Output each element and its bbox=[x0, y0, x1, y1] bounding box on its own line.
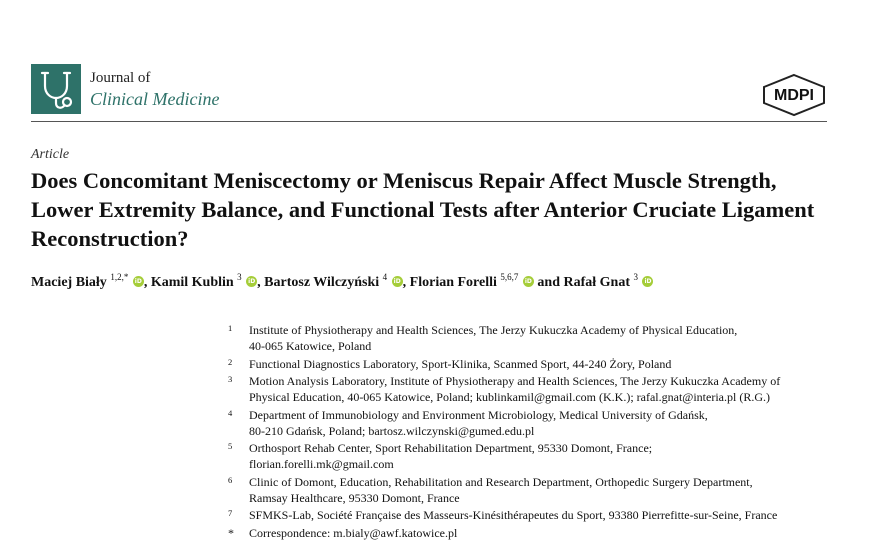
author-separator: , bbox=[402, 275, 410, 290]
author-affiliation-sup: 4 bbox=[382, 272, 388, 282]
correspondence-text[interactable]: Correspondence: m.bialy@awf.katowice.pl bbox=[249, 525, 458, 540]
affiliation-item bbox=[228, 373, 848, 405]
affiliation-line: florian.forelli.mk@gmail.com bbox=[249, 457, 394, 471]
orcid-icon[interactable]: iD bbox=[248, 278, 256, 285]
affiliation-line: Functional Diagnostics Laboratory, Sport-Klinika, Scanmed Sport, 44-240 Żory, Poland bbox=[249, 356, 672, 371]
affiliation-item bbox=[228, 474, 848, 506]
affiliation-number: 5 bbox=[228, 441, 233, 451]
author-name[interactable]: Kamil Kublin bbox=[150, 275, 234, 290]
affiliation-item bbox=[228, 407, 848, 439]
author-separator: and bbox=[533, 275, 564, 290]
author-affiliation-sup: 5,6,7 bbox=[500, 272, 519, 282]
affiliation-item bbox=[228, 507, 848, 523]
affiliation-line: Ramsay Healthcare, 95330 Domont, France bbox=[249, 490, 460, 505]
affiliation-item bbox=[228, 356, 848, 372]
affiliation-list bbox=[228, 322, 848, 542]
author-name[interactable]: Maciej Biały bbox=[31, 275, 107, 290]
orcid-icon[interactable]: iD bbox=[524, 278, 532, 285]
affiliation-item bbox=[228, 440, 848, 472]
orcid-icon[interactable]: iD bbox=[644, 278, 652, 285]
article-title: Does Concomitant Meniscectomy or Meniscus Repair Affect Muscle Strength, Lower Extremity Balance, and Functional Tests after Anterior Cruciate Ligament Reconstruction? bbox=[31, 168, 815, 251]
affiliation-line: Department of Immunobiology and Environment Microbiology, Medical University of Gdańsk, bbox=[249, 407, 708, 422]
affiliation-line: Clinic of Domont, Education, Rehabilitation and Research Department, Orthopedic Surgery Department, bbox=[249, 474, 753, 489]
affiliation-item bbox=[228, 322, 848, 354]
affiliation-line: Institute of Physiotherapy and Health Sciences, The Jerzy Kukuczka Academy of Physical Education, bbox=[249, 323, 738, 337]
orcid-icon[interactable]: iD bbox=[134, 278, 142, 285]
stethoscope-icon bbox=[31, 64, 81, 114]
author-affiliation-sup: 3 bbox=[237, 272, 242, 282]
author-affiliation-sup: 3 bbox=[633, 272, 638, 282]
affiliation-line: SFMKS-Lab, Société Française des Masseurs-Kinésithérapeutes du Sport, 93380 Pierrefitte-sur-Seine, France bbox=[249, 508, 778, 522]
journal-logo bbox=[31, 64, 81, 114]
affiliation-number: 7 bbox=[228, 508, 233, 518]
affiliation-line: 80-210 Gdańsk, Poland; bartosz.wilczynski@gumed.edu.pl bbox=[249, 423, 535, 438]
journal-name: Clinical Medicine bbox=[90, 89, 220, 109]
header-divider bbox=[31, 121, 827, 122]
affiliation-line: 40-065 Katowice, Poland bbox=[249, 339, 372, 353]
author-name[interactable]: Rafał Gnat bbox=[563, 275, 630, 290]
journal-of-text: Journal of bbox=[90, 70, 151, 86]
mdpi-logo-text: MDPI bbox=[774, 87, 814, 104]
correspondence-marker: * bbox=[228, 525, 234, 540]
affiliation-line: Physical Education, 40-065 Katowice, Poland; kublinkamil@gmail.com (K.K.); rafal.gnat@interia.pl (R.G.) bbox=[249, 390, 770, 404]
orcid-icon[interactable]: iD bbox=[393, 278, 401, 285]
author-affiliation-sup: 1,2,* bbox=[110, 272, 129, 282]
affiliation-line: Orthosport Rehab Center, Sport Rehabilitation Department, 95330 Domont, France; bbox=[249, 441, 653, 455]
affiliation-number: 2 bbox=[228, 356, 233, 367]
affiliation-number: 3 bbox=[228, 374, 233, 384]
author-separator: , bbox=[143, 275, 151, 290]
author-name[interactable]: Bartosz Wilczyński bbox=[264, 275, 380, 290]
affiliation-line: Motion Analysis Laboratory, Institute of Physiotherapy and Health Sciences, The Jerzy Kukuczka Academy of bbox=[249, 374, 781, 388]
article-type: Article bbox=[31, 147, 70, 162]
affiliation-number: 1 bbox=[228, 323, 233, 333]
correspondence bbox=[228, 525, 848, 541]
author-separator: , bbox=[257, 275, 265, 290]
author-list bbox=[31, 272, 851, 291]
affiliation-number: 6 bbox=[228, 474, 233, 485]
author-name[interactable]: Florian Forelli bbox=[409, 275, 497, 290]
affiliation-number: 4 bbox=[228, 407, 233, 418]
mdpi-logo bbox=[761, 73, 827, 117]
